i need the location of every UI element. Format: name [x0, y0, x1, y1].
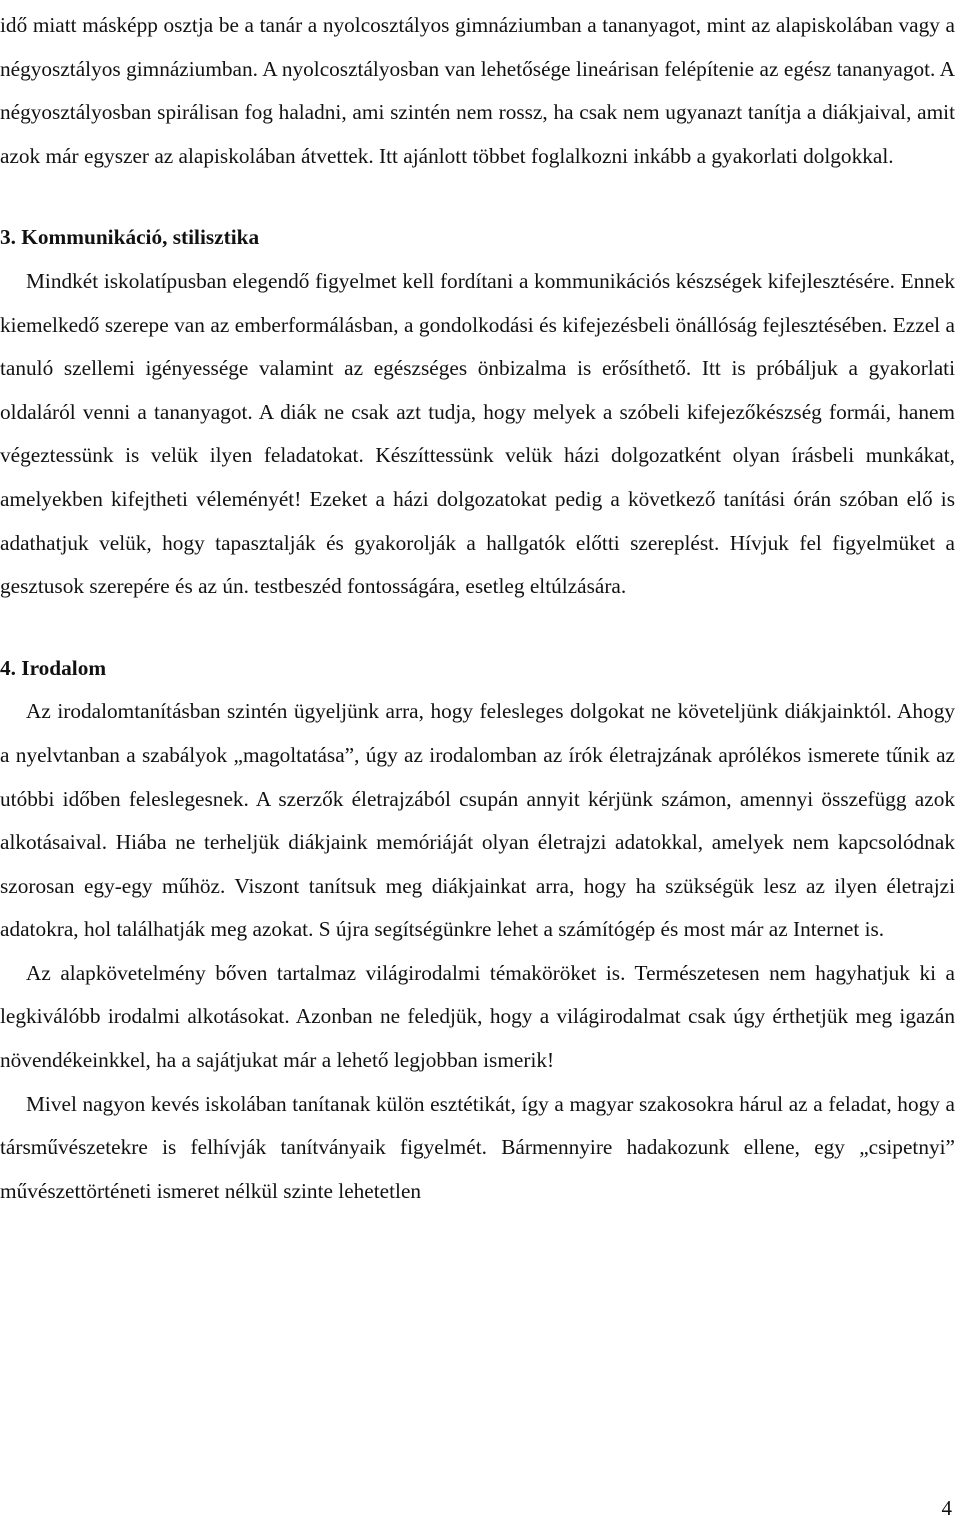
document-page — [0, 4, 955, 1213]
section-4-heading: 4. Irodalom — [0, 655, 107, 680]
spacer — [0, 178, 955, 216]
section-3-heading: 3. Kommunikáció, stilisztika — [0, 225, 260, 250]
intro-paragraph: idő miatt másképp osztja be a tanár a nyolcosztályos gimnáziumban a tananyagot, mint az alapiskolában vagy a négyosztályos gimnáziumban. A nyolcosztályosban van lehetősége lineárisan felépítenie az egész tananyagot. A négyosztályosban spirálisan fog haladni, ami szintén nem rossz, ha csak nem ugyanazt tanítja a diákjaival, amit azok már egyszer az alapiskolában átvettek. Itt ajánlott többet foglalkozni inkább a gyakorlati dolgokkal. — [0, 13, 955, 168]
section-4-paragraph-2: Az alapkövetelmény bőven tartalmaz világirodalmi témaköröket is. Természetesen nem hagyhatjuk ki a legkiválóbb irodalmi alkotásokat. Azonban ne feledjük, hogy a világirodalmat csak úgy érthetjük meg igazán növendékeinkkel, ha a sajátjukat már a lehető legjobban ismerik! — [0, 960, 955, 1073]
section-4-paragraph-1: Az irodalomtanításban szintén ügyeljünk arra, hogy felesleges dolgokat ne követeljünk diákjainktól. Ahogy a nyelvtanban a szabályok „magoltatása”, úgy az irodalomban az írók életrajzának aprólékos ismerete tűnik az utóbbi időben feleslegesnek. A szerzők életrajzából csupán annyit kérjünk számon, amennyi összefügg azok alkotásaival. Hiába ne terheljük diákjaink memóriáját olyan életrajzi adatokkal, amelyek nem kapcsolódnak szorosan egy-egy műhöz. Viszont tanítsuk meg diákjainkat arra, hogy ha szükségük lesz az ilyen életrajzi adatokra, hol találhatják meg azokat. S újra segítségünkre lehet a számítógép és most már az Internet is. — [0, 699, 955, 942]
spacer — [0, 609, 955, 647]
section-3-paragraph: Mindkét iskolatípusban elegendő figyelmet kell fordítani a kommunikációs készségek kifejlesztésére. Ennek kiemelkedő szerepe van az emberformálásban, a gondolkodási és kifejezésbeli önállóság fejlesztésében. Ezzel a tanuló szellemi igényessége valamint az egészséges önbizalma is erősíthető. Itt is próbáljuk a gyakorlati oldaláról venni a tananyagot. A diák ne csak azt tudja, hogy melyek a szóbeli kifejezőkészség formái, hanem végeztessünk is velük ilyen feladatokat. Készíttessünk velük házi dolgozatként olyan írásbeli munkákat, amelyekben kifejtheti véleményét! Ezeket a házi dolgozatokat pedig a következő tanítási órán szóban elő is adathatjuk velük, hogy tapasztalják és gyakorolják a hallgatók előtti szereplést. Hívjuk fel figyelmüket a gesztusok szerepére és az ún. testbeszéd fontosságára, esetleg eltúlzására. — [0, 268, 955, 599]
section-4-paragraph-3: Mivel nagyon kevés iskolában tanítanak külön esztétikát, így a magyar szakosokra hárul az a feladat, hogy a társművészetekre is felhívják tanítványaik figyelmét. Bármennyire hadakozunk ellene, egy „csipetnyi” művészettörténeti ismeret nélkül szinte lehetetlen — [0, 1091, 955, 1203]
page-number: 4 — [941, 1496, 952, 1520]
